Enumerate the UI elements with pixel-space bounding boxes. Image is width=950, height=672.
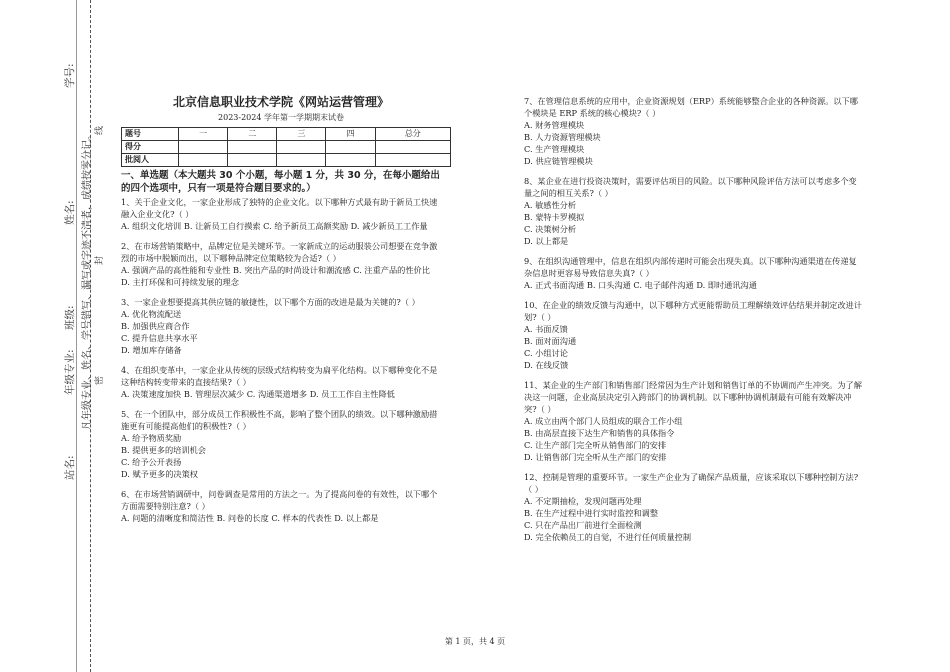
question-option: A. 决策速度加快 B. 管理层次减少 C. 沟通渠道增多 D. 员工工作自主性降低 [121,389,395,399]
seal-word-mi: 密 [95,375,105,385]
question-option: D. 增加库存储备 [121,345,182,355]
question-text: 11、某企业的生产部门和销售部门经常因为生产计划和销售订单的不协调而产生冲突。为了解决这一问题，企业高层决定引入跨部门的协调机制。以下哪种协调机制最有可能有效解决冲突?（ ） [524,380,862,414]
question-option: A. 成立由两个部门人员组成的联合工作小组 [524,416,683,426]
question-1 [121,196,441,232]
score-cell[interactable] [375,141,450,154]
question-8 [524,175,864,247]
question-7 [524,95,864,167]
question-option: B. 加强供应商合作 [121,321,190,331]
question-3 [121,296,441,356]
student-id-label: 学号: [64,63,76,88]
score-cell[interactable] [228,141,277,154]
question-text: 5、在一个团队中，部分成员工作积极性不高，影响了整个团队的绩效。以下哪种激励措施更有可能提高他们的积极性?（ ） [121,409,438,431]
question-option: A. 财务管理模块 [524,120,585,130]
name-label: 姓名: [64,200,76,225]
question-text: 2、在市场营销策略中，品牌定位是关键环节。一家新成立的运动服装公司想要在竞争激烈的市场中脱颖而出，以下哪种品牌定位策略较为合适?（ ） [121,241,438,263]
score-cell[interactable] [179,154,228,167]
question-11 [524,379,864,463]
question-text: 10、在企业的绩效反馈与沟通中，以下哪种方式更能帮助员工理解绩效评估结果并制定改进计划?（ ） [524,300,862,322]
score-header-cell: 总分 [375,128,450,141]
question-option: A. 正式书面沟通 B. 口头沟通 C. 电子邮件沟通 D. 即时通讯沟通 [524,280,757,290]
question-10 [524,299,864,371]
question-option: C. 只在产品出厂前进行全面检测 [524,520,642,530]
question-option: A. 敏感性分析 [524,200,577,210]
question-option: C. 小组讨论 [524,348,568,358]
question-option: B. 蒙特卡罗模拟 [524,212,585,222]
question-2 [121,240,441,288]
question-option: A. 优化物流配送 [121,309,182,319]
question-option: D. 赋予更多的决策权 [121,469,198,479]
score-cell[interactable] [228,154,277,167]
question-text: 3、一家企业想要提高其供应链的敏捷性，以下哪个方面的改进是最为关键的?（ ） [121,297,420,307]
question-option: D. 以上都是 [524,236,569,246]
left-column [121,96,441,532]
question-option: D. 在线反馈 [524,360,569,370]
score-row [122,141,451,154]
score-table [121,127,451,167]
score-cell[interactable] [326,141,375,154]
question-option: B. 面对面沟通 [524,336,577,346]
margin-instruction: 凡年级专业、姓名、学号错写、漏写或字迹不清者，成绩按零分记。 [82,130,93,430]
question-option: C. 生产管理模块 [524,144,585,154]
exam-title: 北京信息职业技术学院《网站运营管理》 [172,95,389,109]
question-9 [524,255,864,291]
seal-line-inner [76,0,77,672]
exam-subtitle: 2023-2024 学年第一学期期末试卷 [218,113,344,122]
question-6 [121,488,441,524]
question-option: B. 在生产过程中进行实时监控和调整 [524,508,659,518]
question-option: C. 决策树分析 [524,224,577,234]
question-option: B. 人力资源管理模块 [524,132,601,142]
question-text: 6、在市场营销调研中，问卷调查是常用的方法之一。为了提高问卷的有效性，以下哪个方面需要特别注意?（ ） [121,489,438,511]
question-option: D. 供应链管理模块 [524,156,593,166]
page-number: 第 1 页，共 4 页 [444,637,506,646]
seal-word-xian: 线 [95,125,105,135]
score-row-label: 批阅人 [122,154,179,167]
question-option: D. 让销售部门完全听从生产部门的安排 [524,452,667,462]
right-column [524,95,864,551]
score-cell[interactable] [277,154,326,167]
question-option: A. 强调产品的高性能和专业性 B. 突出产品的时尚设计和潮流感 C. 注重产品的性价比 D. 主打环保和可持续发展的理念 [121,265,430,287]
score-header-cell: 一 [179,128,228,141]
question-option: D. 完全依赖员工的自觉，不进行任何质量控制 [524,532,692,542]
question-text: 12、控制是管理的重要环节。一家生产企业为了确保产品质量，应该采取以下哪种控制方法?（ ） [524,472,859,494]
class-label: 班级: [64,305,76,330]
question-option: C. 给予公开表扬 [121,457,182,467]
score-header-cell: 题号 [122,128,179,141]
question-option: B. 由高层直接下达生产和销售的具体指令 [524,428,675,438]
binding-margin [0,0,110,672]
question-12 [524,471,864,543]
question-4 [121,364,441,400]
question-text: 7、在管理信息系统的应用中，企业资源规划（ERP）系统能够整合企业的各种资源。以下哪个模块是 ERP 系统的核心模块?（ ） [524,96,858,118]
grade-major-label: 年级专业: [64,349,76,395]
question-option: A. 问题的清晰度和简洁性 B. 问卷的长度 C. 样本的代表性 D. 以上都是 [121,513,379,523]
question-option: C. 提升信息共享水平 [121,333,198,343]
score-header-cell: 四 [326,128,375,141]
question-option: C. 让生产部门完全听从销售部门的安排 [524,440,667,450]
section-heading: 一、单选题（本大题共 30 个小题，每小题 1 分，共 30 分，在每小题给出的四个选项中，只有一项是符合题目要求的。） [121,170,440,194]
reviewer-row [122,154,451,167]
score-cell[interactable] [326,154,375,167]
score-cell[interactable] [179,141,228,154]
question-5 [121,408,441,480]
question-text: 8、某企业在进行投资决策时，需要评估项目的风险。以下哪种风险评估方法可以考虑多个变量之间的相互关系?（ ） [524,176,857,198]
question-option: A. 给予物质奖励 [121,433,182,443]
score-header-cell: 三 [277,128,326,141]
seal-word-feng: 封 [95,255,105,265]
score-table-header [122,128,451,141]
question-option: A. 组织文化培训 B. 让新员工自行摸索 C. 给予新员工高额奖励 D. 减少新员工工作量 [121,221,428,231]
question-option: B. 提供更多的培训机会 [121,445,206,455]
score-cell[interactable] [277,141,326,154]
question-text: 9、在组织沟通管理中，信息在组织内部传递时可能会出现失真。以下哪种沟通渠道在传递复杂信息时更容易导致信息失真?（ ） [524,256,857,278]
score-cell[interactable] [375,154,450,167]
question-text: 1、关于企业文化，一家企业形成了独特的企业文化。以下哪种方式最有助于新员工快速融入企业文化?（ ） [121,197,438,219]
station-label: 站名: [64,455,76,480]
score-header-cell: 二 [228,128,277,141]
question-text: 4、在组织变革中，一家企业从传统的层级式结构转变为扁平化结构。以下哪种变化不是这种结构转变带来的直接结果?（ ） [121,365,438,387]
score-row-label: 得分 [122,141,179,154]
question-option: A. 不定期抽检，发现问题再处理 [524,496,642,506]
question-option: A. 书面反馈 [524,324,568,334]
